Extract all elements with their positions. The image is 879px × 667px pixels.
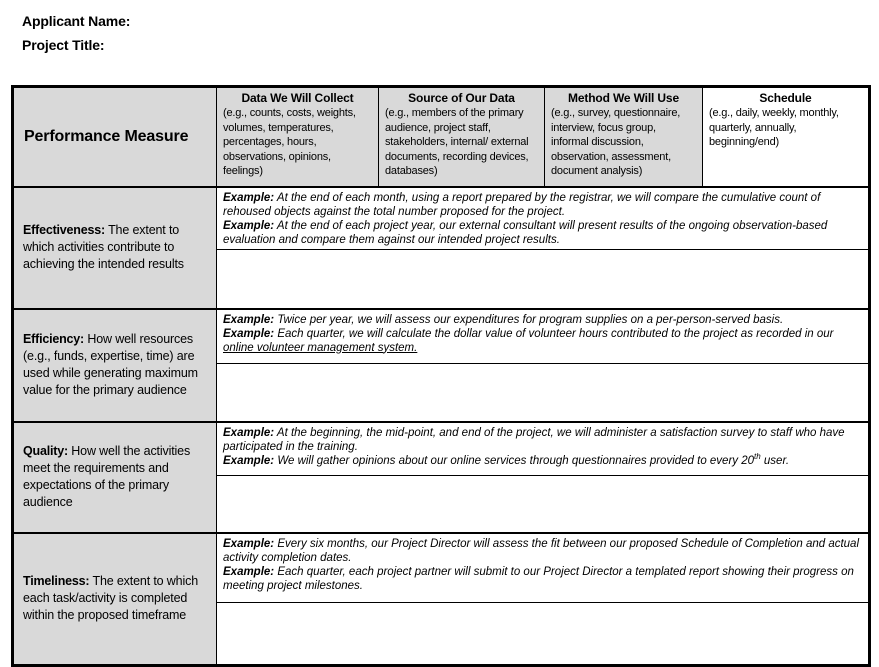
measure-term: Efficiency: <box>23 332 85 346</box>
table-header-row <box>13 87 870 187</box>
measure-description: How well the activities meet the requirements and expectations of the primary audience <box>23 444 191 509</box>
column-header-source <box>379 87 545 187</box>
measure-label-timeliness <box>13 533 217 666</box>
project-title-label: Project Title: <box>22 37 105 53</box>
measure-description: How well resources (e.g., funds, expertise, time) are used while generating maximum value for the primary audience <box>23 332 198 397</box>
measure-label-effectiveness <box>13 187 217 309</box>
example-line: Example: Every six months, our Project Director will assess the fit between our proposed Schedule of Completion and actual activity completion dates. <box>223 537 860 564</box>
column-header-method <box>545 87 703 187</box>
measure-label-efficiency <box>13 309 217 422</box>
applicant-name-label: Applicant Name: <box>22 13 131 29</box>
entry-cell-efficiency[interactable] <box>217 363 870 422</box>
form-header <box>0 0 879 57</box>
example-line: Example: At the end of each project year, our external consultant will present results of the ongoing observation-based evaluation and compare them against our intended project results. <box>223 219 828 246</box>
example-line: Example: Each quarter, we will calculate the dollar value of volunteer hours contributed to the project as recorded in our online volunteer management system. <box>223 327 834 354</box>
column-hint: (e.g., daily, weekly, monthly, quarterly, annually, beginning/end) <box>709 107 839 148</box>
examples-cell-timeliness <box>217 533 870 603</box>
measure-description: The extent to which activities contribute to achieving the intended results <box>23 223 184 271</box>
column-hint: (e.g., members of the primary audience, project staff, stakeholders, internal/ external documents, recording devices, databases) <box>385 107 529 177</box>
measure-row-efficiency <box>13 309 870 364</box>
example-line: Example: At the beginning, the mid-point, and end of the project, we will administer a satisfaction survey to staff who have participated in the training. <box>223 426 845 453</box>
column-header-schedule <box>703 87 870 187</box>
measure-row-timeliness <box>13 533 870 603</box>
performance-measure-header: Performance Measure <box>13 87 217 187</box>
example-line: Example: Twice per year, we will assess our expenditures for program supplies on a per-person-served basis. <box>223 313 784 326</box>
measure-term: Timeliness: <box>23 574 90 588</box>
entry-cell-effectiveness[interactable] <box>217 249 870 309</box>
examples-cell-effectiveness <box>217 187 870 250</box>
measure-row-effectiveness <box>13 187 870 250</box>
example-line: Example: We will gather opinions about our online services through questionnaires provided to every 20th user. <box>223 451 790 467</box>
measure-term: Quality: <box>23 444 68 458</box>
column-hint: (e.g., counts, costs, weights, volumes, temperatures, percentages, hours, observations, opinions, feelings) <box>223 107 356 177</box>
examples-cell-efficiency <box>217 309 870 364</box>
examples-cell-quality <box>217 422 870 476</box>
column-header-data <box>217 87 379 187</box>
measure-row-quality <box>13 422 870 476</box>
column-hint: (e.g., survey, questionnaire, interview, focus group, informal discussion, observation, assessment, document analysis) <box>551 107 681 177</box>
column-title: Method We Will Use <box>568 91 679 105</box>
measure-label-quality <box>13 422 217 533</box>
entry-cell-quality[interactable] <box>217 475 870 533</box>
performance-measure-table <box>11 85 871 667</box>
measure-description: The extent to which each task/activity is completed within the proposed timeframe <box>23 574 198 622</box>
example-line: Example: Each quarter, each project partner will submit to our Project Director a templated report showing their progress on meeting project milestones. <box>223 565 854 592</box>
column-title: Source of Our Data <box>408 91 515 105</box>
example-line: Example: At the end of each month, using a report prepared by the registrar, we will compare the cumulative count of rehoused objects against the total number proposed for the project. <box>223 191 821 218</box>
column-title: Data We Will Collect <box>241 91 354 105</box>
measure-term: Effectiveness: <box>23 223 105 237</box>
column-title: Schedule <box>759 91 812 105</box>
